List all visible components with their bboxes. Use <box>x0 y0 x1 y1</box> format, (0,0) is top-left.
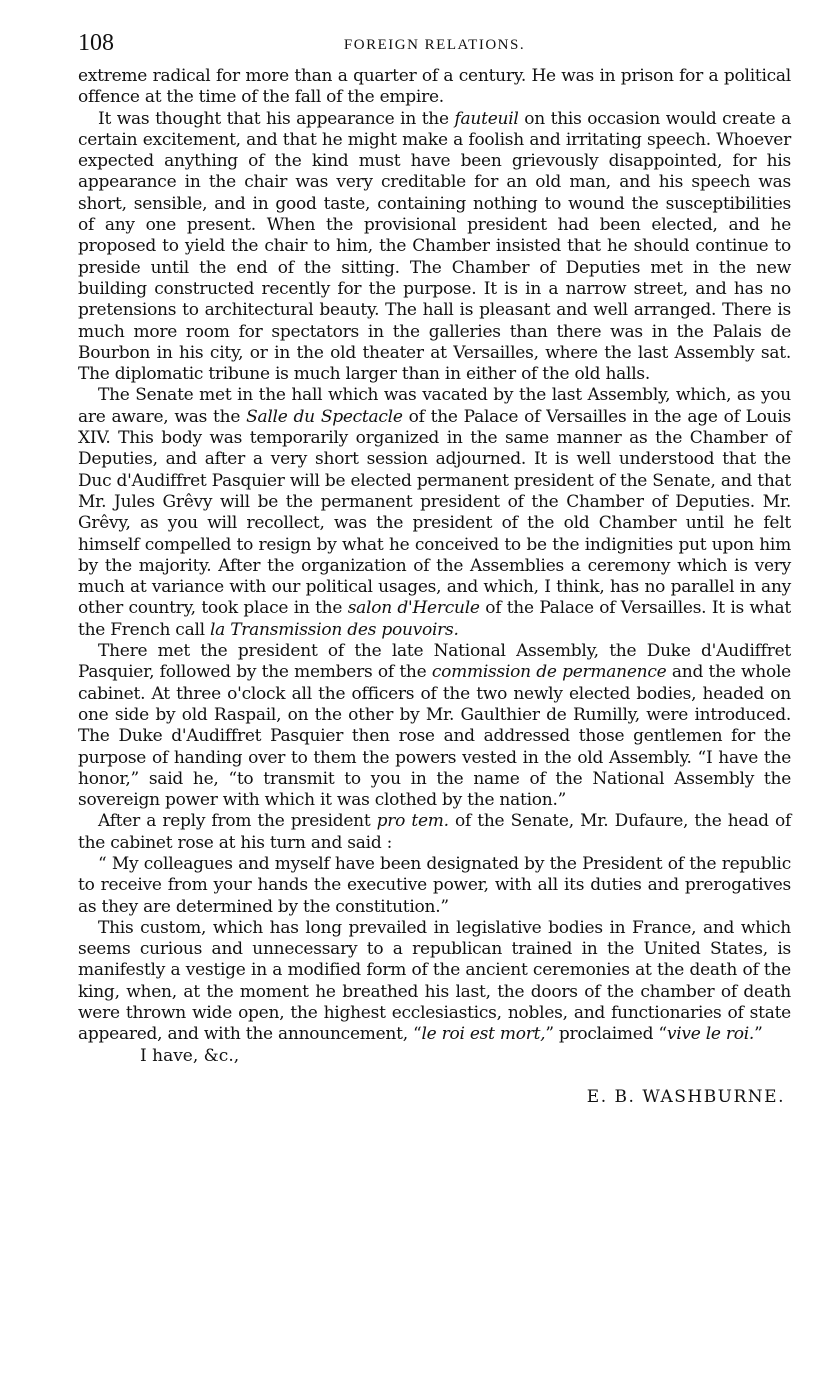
closing-line: I have, &c., <box>140 1045 240 1066</box>
italic-phrase: commission de permanence <box>431 662 667 683</box>
italic-phrase: Salle du Spectacle <box>246 406 403 427</box>
paragraph-p5 <box>78 811 791 854</box>
italic-phrase: vive le roi. <box>666 1024 755 1045</box>
page-header <box>78 30 791 66</box>
text-run: After a reply from the president <box>98 811 377 832</box>
text-run: and the whole cabinet. At three o'clock all the officers of the two newly elected bodies, headed on one side by old Raspail, on the other by Mr. Gaulthier de Rumilly, were introduced. The Duke d'Audiffret Pasquier then rose and addressed those gentlemen for the purpose of handing over to them the powers vested in the old Assembly. “I have the honor,” said he, “to transmit to you in the name of the National Assembly the sovereign power with which it was clothed by the nation.” <box>78 662 791 811</box>
italic-phrase: salon d'Hercule <box>347 598 480 619</box>
text-run: extreme radical for more than a quarter of a century. He was in prison for a political offence at the time of the fall of the empire. <box>78 66 791 108</box>
text-run: “ My colleagues and myself have been designated by the President of the republic to receive from your hands the executive power, with all its duties and prerogatives as they are determined by the constitution.” <box>78 853 791 917</box>
signature: E. B. WASHBURNE. <box>586 1086 785 1107</box>
italic-phrase: fauteuil <box>454 108 519 129</box>
text-run: of the Palace of Versailles in the age of Louis XIV. This body was temporarily organized in the same manner as the Chamber of Deputies, and after a very short session adjourned. It is well understood that the Duc d'Audiffret Pasquier will be elected permanent president of the Senate, and that Mr. Jules Grêvy will be the permanent president of the Chamber of Deputies. Mr. Grêvy, as you will recollect, was the president of the old Chamber until he felt himself compelled to resign by what he conceived to be the indignities put upon him by the majority. After the organization of the Assemblies a ceremony which is very much at variance with our political usages, and which, I think, has no parallel in any other country, took place in the <box>78 406 791 619</box>
paragraph-p2 <box>78 109 791 386</box>
paragraph-p7 <box>78 918 791 1046</box>
paragraph-p3 <box>78 385 791 641</box>
paragraph-p6 <box>78 854 791 918</box>
text-run: ” <box>754 1024 763 1045</box>
italic-phrase: le roi est mort, <box>421 1024 546 1045</box>
text-run: of the Palace of Versailles. It is what the French call <box>78 598 791 640</box>
paragraph-p1 <box>78 66 791 109</box>
page-number: 108 <box>78 30 114 56</box>
text-run: of the Senate, Mr. Dufaure, the head of the cabinet rose at his turn and said : <box>78 811 791 853</box>
italic-phrase: pro tem. <box>376 811 449 832</box>
text-run: There met the president of the late National Assembly, the Duke d'Audiffret Pasquier, followed by the members of the <box>78 641 791 683</box>
text-run: It was thought that his appearance in the <box>98 108 455 129</box>
text-run: The Senate met in the hall which was vacated by the last Assembly, which, as you are aware, was the <box>78 385 791 427</box>
italic-phrase: la Transmission des pouvoirs. <box>209 619 459 640</box>
text-run: This custom, which has long prevailed in legislative bodies in France, and which seems curious and unnecessary to a republican trained in the United States, is manifestly a vestige in a modified form of the ancient ceremonies at the death of the king, when, at the moment he breathed his last, the doors of the chamber of death were thrown wide open, the highest ecclesiastics, nobles, and functionaries of state appeared, and with the announcement, “ <box>78 917 791 1045</box>
document-page <box>78 30 791 1107</box>
text-run: on this occasion would create a certain excitement, and that he might make a foolish and irritating speech. Whoever expected anything of the kind must have been grievously disappointed, for his appearance in the chair was very creditable for an old man, and his speech was short, sensible, and in good taste, containing nothing to wound the susceptibilities of any one present. When the provisional president had been elected, and he proposed to yield the chair to him, the Chamber insisted that he should continue to preside until the end of the sitting. The Chamber of Deputies met in the new building constructed recently for the purpose. It is in a narrow street, and has no pretensions to architectural beauty. The hall is pleasant and well arranged. There is much more room for spectators in the galleries than there was in the Palais de Bourbon in his city, or in the old theater at Versailles, where the last Assembly sat. The diplomatic tribune is much larger than in either of the old halls. <box>78 108 791 385</box>
running-head: FOREIGN RELATIONS. <box>343 37 526 53</box>
text-run: ” proclaimed “ <box>545 1024 667 1045</box>
letter-body <box>78 66 791 1046</box>
paragraph-p4 <box>78 641 791 811</box>
